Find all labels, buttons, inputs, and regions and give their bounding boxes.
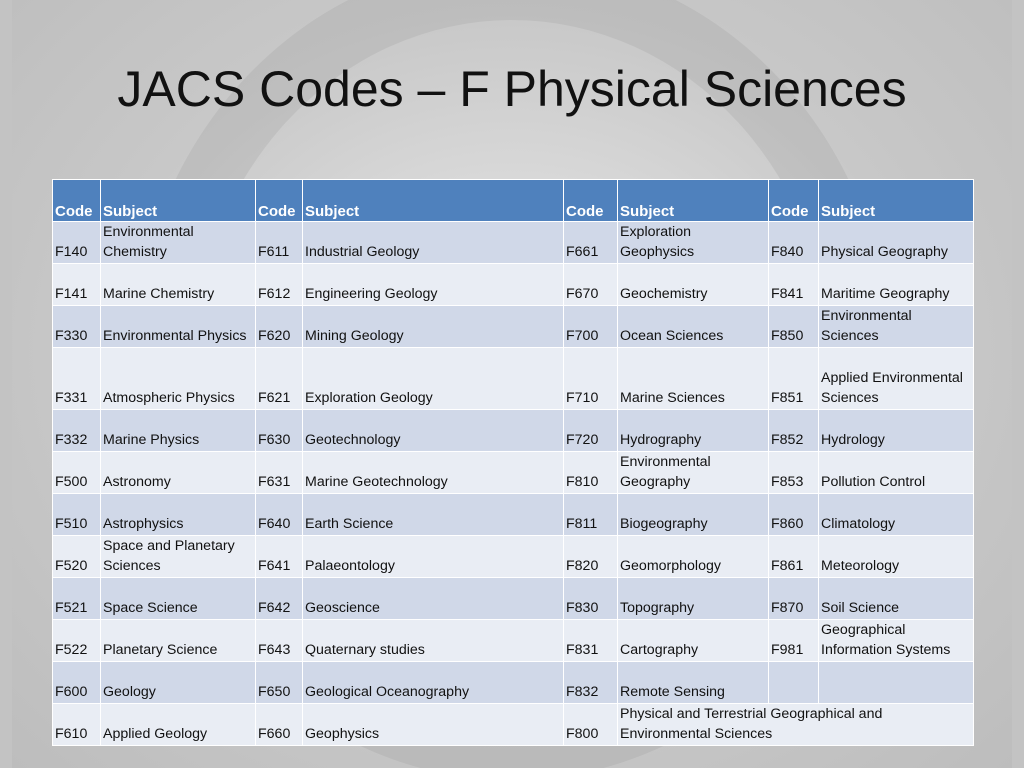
code-cell: F700 [564,306,618,348]
code-cell: F600 [53,662,101,704]
header-subject-3: Subject [618,180,769,222]
code-cell: F661 [564,222,618,264]
subject-cell: Geochemistry [618,264,769,306]
subject-cell: Applied Environmental Sciences [819,348,974,410]
subject-cell: Atmospheric Physics [101,348,256,410]
code-cell: F520 [53,536,101,578]
table-row [53,452,974,494]
code-cell: F522 [53,620,101,662]
code-cell: F800 [564,704,618,746]
code-cell: F840 [769,222,819,264]
subject-cell: Mining Geology [303,306,564,348]
subject-cell: Geomorphology [618,536,769,578]
header-subject-1: Subject [101,180,256,222]
code-cell: F861 [769,536,819,578]
code-cell: F521 [53,578,101,620]
table-row [53,264,974,306]
subject-cell: Palaeontology [303,536,564,578]
table-row [53,620,974,662]
table-row [53,662,974,704]
subject-cell: Marine Chemistry [101,264,256,306]
table-row [53,306,974,348]
subject-cell: Marine Geotechnology [303,452,564,494]
code-cell: F332 [53,410,101,452]
subject-cell: Hydrography [618,410,769,452]
subject-cell: Earth Science [303,494,564,536]
subject-cell [819,662,974,704]
subject-cell: Astronomy [101,452,256,494]
subject-cell: Environmental Chemistry [101,222,256,264]
code-cell: F670 [564,264,618,306]
subject-cell: Space and Planetary Sciences [101,536,256,578]
table-header-row [53,180,974,222]
code-cell: F641 [256,536,303,578]
code-cell: F853 [769,452,819,494]
code-cell: F851 [769,348,819,410]
table-row [53,578,974,620]
table-row [53,348,974,410]
code-cell: F720 [564,410,618,452]
header-code-1: Code [53,180,101,222]
code-cell: F140 [53,222,101,264]
subject-cell: Geological Oceanography [303,662,564,704]
subject-cell: Quaternary studies [303,620,564,662]
code-cell: F330 [53,306,101,348]
table-row [53,222,974,264]
code-cell: F610 [53,704,101,746]
table-row [53,410,974,452]
code-cell: F620 [256,306,303,348]
subject-cell: Environmental Sciences [819,306,974,348]
code-cell: F850 [769,306,819,348]
code-cell: F832 [564,662,618,704]
subject-cell: Biogeography [618,494,769,536]
subject-cell: Remote Sensing [618,662,769,704]
code-cell: F650 [256,662,303,704]
code-cell: F611 [256,222,303,264]
header-code-4: Code [769,180,819,222]
table-row [53,536,974,578]
subject-cell: Applied Geology [101,704,256,746]
code-cell [769,662,819,704]
code-cell: F612 [256,264,303,306]
subject-cell: Environmental Physics [101,306,256,348]
subject-cell: Space Science [101,578,256,620]
subject-cell: Physical and Terrestrial Geographical and Environmental Sciences [618,704,974,746]
code-cell: F841 [769,264,819,306]
subject-cell: Environmental Geography [618,452,769,494]
subject-cell: Geoscience [303,578,564,620]
code-cell: F810 [564,452,618,494]
subject-cell: Exploration Geology [303,348,564,410]
subject-cell: Geotechnology [303,410,564,452]
subject-cell: Maritime Geography [819,264,974,306]
code-cell: F621 [256,348,303,410]
code-cell: F981 [769,620,819,662]
jacs-codes-table [52,179,974,746]
code-cell: F631 [256,452,303,494]
code-cell: F830 [564,578,618,620]
code-cell: F630 [256,410,303,452]
code-cell: F820 [564,536,618,578]
code-cell: F642 [256,578,303,620]
code-cell: F860 [769,494,819,536]
subject-cell: Meteorology [819,536,974,578]
header-code-3: Code [564,180,618,222]
header-code-2: Code [256,180,303,222]
code-cell: F500 [53,452,101,494]
header-subject-2: Subject [303,180,564,222]
slide-title: JACS Codes – F Physical Sciences [117,61,907,117]
code-cell: F811 [564,494,618,536]
subject-cell: Marine Physics [101,410,256,452]
subject-cell: Geographical Information Systems [819,620,974,662]
subject-cell: Physical Geography [819,222,974,264]
subject-cell: Exploration Geophysics [618,222,769,264]
code-cell: F643 [256,620,303,662]
code-cell: F710 [564,348,618,410]
subject-cell: Marine Sciences [618,348,769,410]
subject-cell: Climatology [819,494,974,536]
subject-cell: Cartography [618,620,769,662]
code-cell: F141 [53,264,101,306]
table-row [53,494,974,536]
subject-cell: Geophysics [303,704,564,746]
code-cell: F831 [564,620,618,662]
code-cell: F852 [769,410,819,452]
subject-cell: Geology [101,662,256,704]
subject-cell: Planetary Science [101,620,256,662]
code-cell: F331 [53,348,101,410]
subject-cell: Astrophysics [101,494,256,536]
subject-cell: Industrial Geology [303,222,564,264]
header-subject-4: Subject [819,180,974,222]
subject-cell: Ocean Sciences [618,306,769,348]
subject-cell: Topography [618,578,769,620]
subject-cell: Hydrology [819,410,974,452]
code-cell: F870 [769,578,819,620]
code-cell: F510 [53,494,101,536]
table-row [53,704,974,746]
subject-cell: Soil Science [819,578,974,620]
code-cell: F640 [256,494,303,536]
code-cell: F660 [256,704,303,746]
subject-cell: Pollution Control [819,452,974,494]
subject-cell: Engineering Geology [303,264,564,306]
